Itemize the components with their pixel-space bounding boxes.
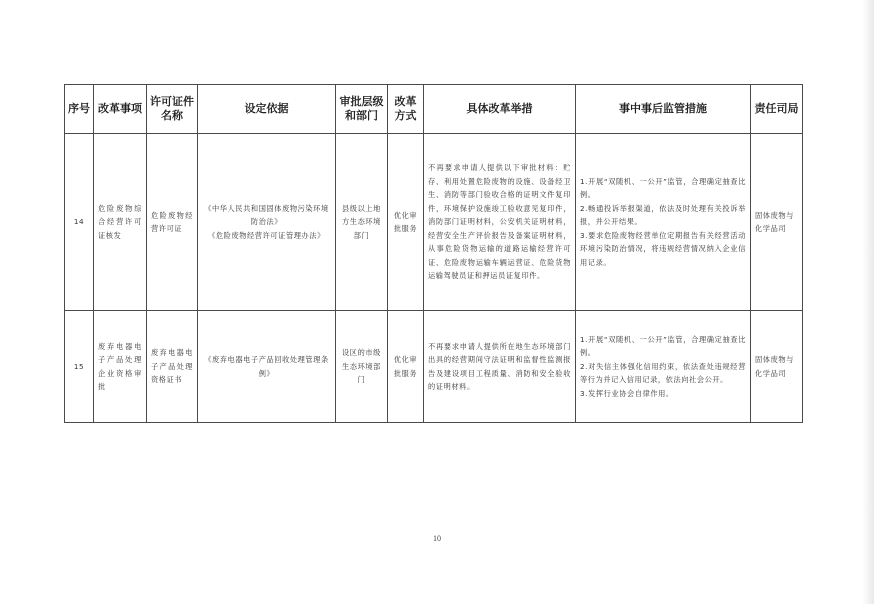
cell-supervision-measures: 1.开展“双随机、一公开”监管，合理确定抽查比例。 2.畅通投诉举报渠道，依法及时处理有关投诉举报，并公开结果。 3.要求危险废物经营单位定期报告有关经营活动环境污染防治情况，将违规经营情况纳入企业信用记录。 — [576, 134, 751, 311]
header-reform-method: 改革方式 — [388, 85, 424, 134]
cell-legal-basis: 《废弃电器电子产品回收处理管理条例》 — [198, 311, 336, 423]
table-row — [65, 311, 803, 423]
reform-table — [64, 84, 803, 423]
cell-serial: 15 — [65, 311, 94, 423]
cell-reform-method: 优化审批服务 — [388, 311, 424, 423]
cell-supervision-measures: 1.开展“双随机、一公开”监管，合理确定抽查比例。 2.对失信主体强化信用约束，依法查处违规经营等行为并记入信用记录，依法向社会公开。 3.发挥行业协会自律作用。 — [576, 311, 751, 423]
header-license-name: 许可证件名称 — [147, 85, 198, 134]
cell-license-name: 危险废物经营许可证 — [147, 134, 198, 311]
header-serial: 序号 — [65, 85, 94, 134]
table-header-row — [65, 85, 803, 134]
cell-reform-measures: 不再要求申请人提供以下审批材料：贮存、利用处置危险废物的设施、设备经卫生、消防等部门验收合格的证明文件复印件，环境保护设施竣工验收意见复印件，消防部门证明材料，公安机关证明材料，经营安全生产评价报告及备案证明材料，从事危险货物运输的道路运输经营许可证、危险废物运输车辆运营证、危险货物运输驾驶员证和押运员证复印件。 — [424, 134, 576, 311]
cell-reform-measures: 不再要求申请人提供所在地生态环境部门出具的经营期间守法证明和监督性监测报告及建设项目工程质量、消防和安全验收的证明材料。 — [424, 311, 576, 423]
cell-license-name: 废弃电器电子产品处理资格证书 — [147, 311, 198, 423]
header-reform-measures: 具体改革举措 — [424, 85, 576, 134]
header-legal-basis: 设定依据 — [198, 85, 336, 134]
header-reform-item: 改革事项 — [94, 85, 147, 134]
cell-reform-method: 优化审批服务 — [388, 134, 424, 311]
cell-reform-item: 危险废物综合经营许可证核发 — [94, 134, 147, 311]
page-number: 10 — [433, 534, 441, 543]
cell-responsible-dept: 固体废物与化学品司 — [751, 311, 803, 423]
header-approval-level: 审批层级和部门 — [336, 85, 388, 134]
table-row — [65, 134, 803, 311]
cell-approval-level: 县级以上地方生态环境部门 — [336, 134, 388, 311]
cell-approval-level: 设区的市级生态环境部门 — [336, 311, 388, 423]
header-responsible-dept: 责任司局 — [751, 85, 803, 134]
cell-legal-basis: 《中华人民共和国固体废物污染环境防治法》 《危险废物经营许可证管理办法》 — [198, 134, 336, 311]
cell-responsible-dept: 固体废物与化学品司 — [751, 134, 803, 311]
cell-reform-item: 废弃电器电子产品处理企业资格审批 — [94, 311, 147, 423]
header-supervision-measures: 事中事后监管措施 — [576, 85, 751, 134]
cell-serial: 14 — [65, 134, 94, 311]
